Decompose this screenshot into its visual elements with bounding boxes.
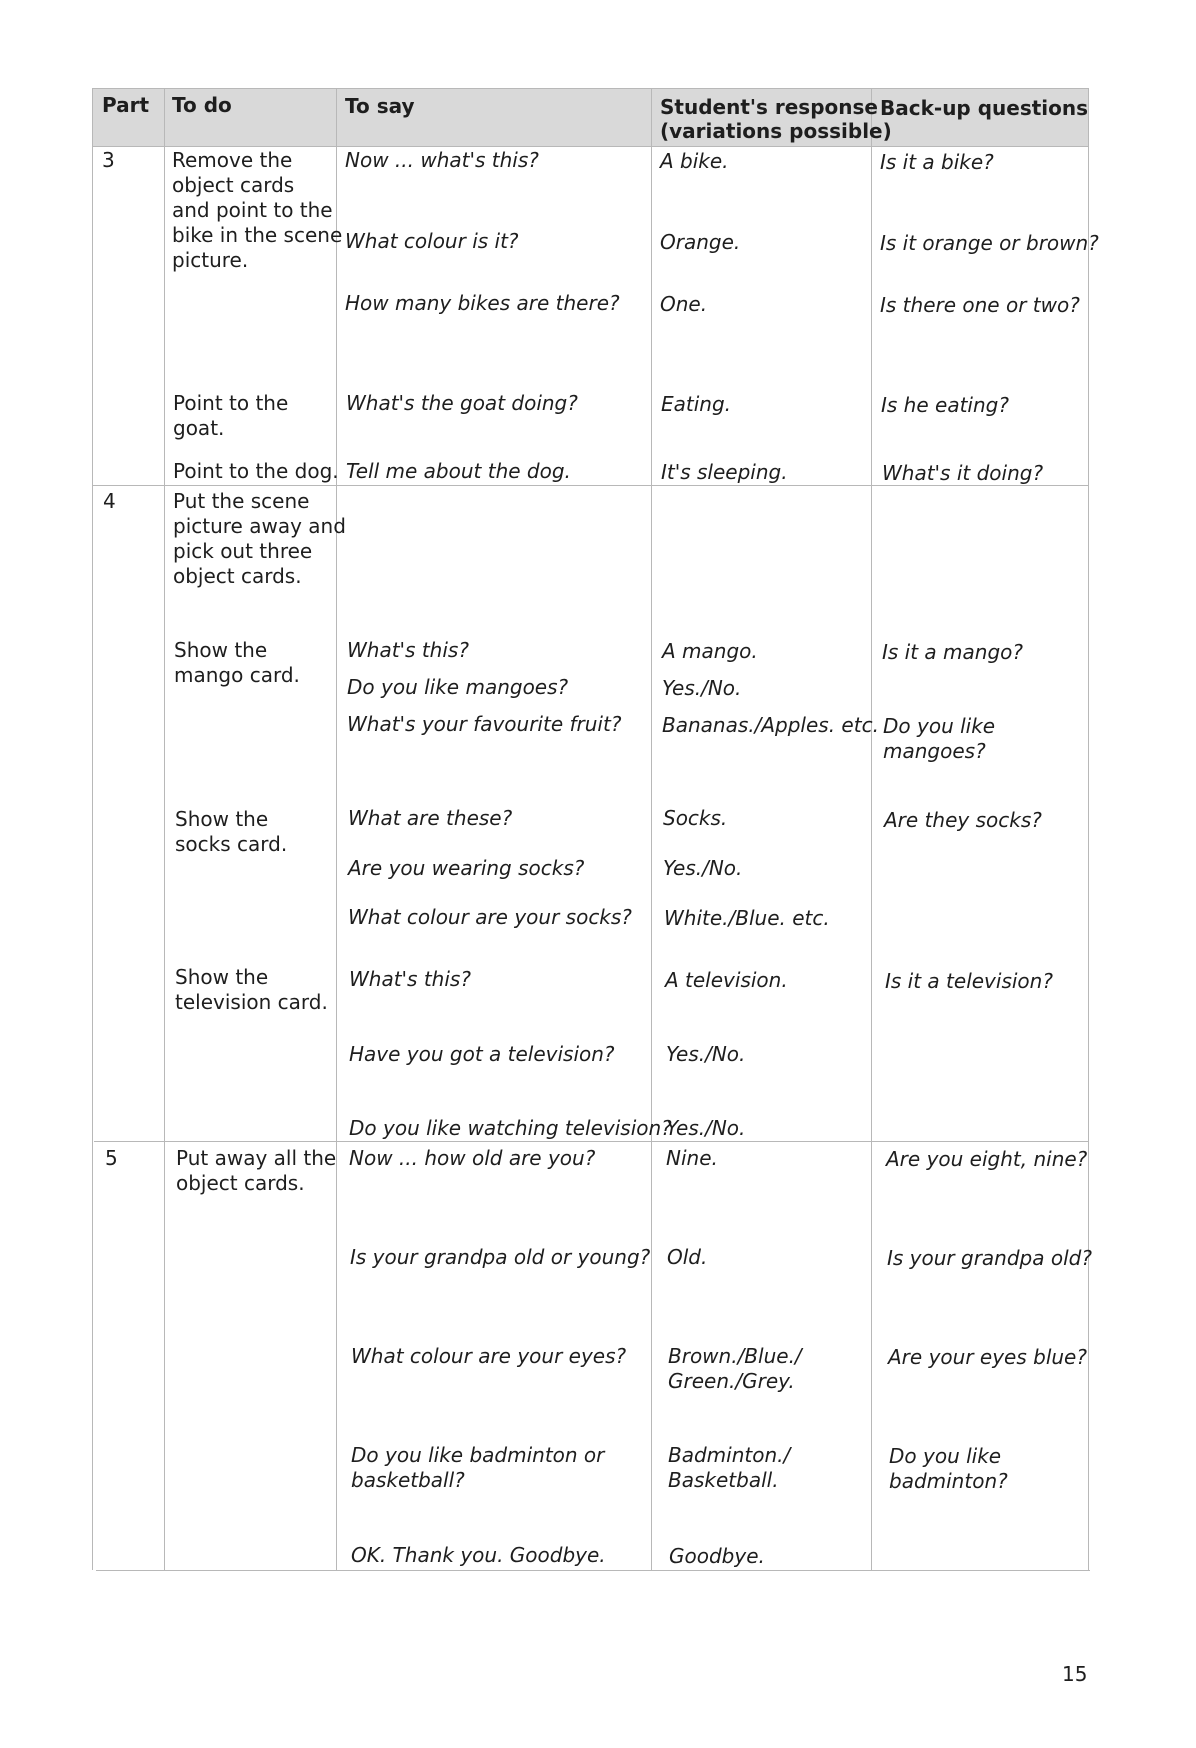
to-say-text: OK. Thank you. Goodbye. bbox=[351, 1543, 606, 1567]
response-text: Old. bbox=[667, 1245, 708, 1269]
backup-text: Do you like badminton? bbox=[889, 1444, 1008, 1493]
to-say-text: Tell me about the dog. bbox=[346, 459, 571, 483]
response-text: Brown./Blue./ Green./Grey. bbox=[668, 1344, 802, 1393]
response-text: Eating. bbox=[661, 392, 732, 416]
todo-text: Point to the dog. bbox=[173, 459, 339, 483]
col-border-response bbox=[871, 88, 872, 1570]
backup-text: Are they socks? bbox=[884, 808, 1042, 832]
col-border-left bbox=[92, 88, 93, 1570]
col-border-part bbox=[164, 88, 165, 1570]
response-text: It's sleeping. bbox=[661, 460, 788, 484]
backup-text: Are you eight, nine? bbox=[886, 1147, 1088, 1171]
backup-text: Do you like mangoes? bbox=[883, 714, 996, 763]
part-number: 3 bbox=[102, 148, 115, 172]
col-border-right bbox=[1088, 88, 1089, 1570]
todo-text: Point to the goat. bbox=[173, 391, 289, 440]
col-border-say bbox=[651, 88, 652, 1570]
to-say-text: What's this? bbox=[349, 967, 471, 991]
todo-text: Put away all the object cards. bbox=[176, 1146, 337, 1195]
to-say-text: What's the goat doing? bbox=[346, 391, 578, 415]
response-text: Bananas./Apples. etc. bbox=[662, 713, 879, 737]
to-say-text: Now ... how old are you? bbox=[349, 1146, 596, 1170]
backup-text: Is it orange or brown? bbox=[880, 231, 1099, 255]
to-say-text: Do you like mangoes? bbox=[347, 675, 569, 699]
page-number: 15 bbox=[1062, 1662, 1088, 1686]
to-say-text: How many bikes are there? bbox=[345, 291, 620, 315]
to-say-text: What's this? bbox=[347, 638, 469, 662]
to-say-text: Now ... what's this? bbox=[345, 148, 539, 172]
response-text: Yes./No. bbox=[666, 1042, 746, 1066]
table-bottom-border bbox=[96, 1570, 1090, 1571]
response-text: White./Blue. etc. bbox=[664, 906, 830, 930]
backup-text: Are your eyes blue? bbox=[888, 1345, 1087, 1369]
table-top-border bbox=[92, 88, 1088, 89]
to-say-text: What colour are your eyes? bbox=[351, 1344, 627, 1368]
part-number: 5 bbox=[105, 1146, 118, 1170]
to-say-text: Are you wearing socks? bbox=[348, 856, 585, 880]
backup-text: Is it a mango? bbox=[882, 640, 1024, 664]
header-backup: Back-up questions bbox=[880, 96, 1089, 120]
todo-text: Remove the object cards and point to the bike in the scene picture. bbox=[172, 148, 343, 272]
response-text: Yes./No. bbox=[663, 856, 743, 880]
backup-text: Is your grandpa old? bbox=[887, 1246, 1092, 1270]
part-number: 4 bbox=[103, 489, 116, 513]
header-bottom-border bbox=[92, 146, 1088, 147]
header-response: Student's response (variations possible) bbox=[660, 95, 892, 143]
todo-text: Show the television card. bbox=[175, 965, 328, 1014]
header-to-say: To say bbox=[345, 94, 415, 118]
to-say-text: What colour is it? bbox=[345, 229, 519, 253]
response-text: Yes./No. bbox=[662, 676, 742, 700]
col-border-todo bbox=[336, 88, 337, 1570]
header-to-do: To do bbox=[172, 93, 232, 117]
to-say-text: Have you got a television? bbox=[349, 1042, 615, 1066]
todo-text: Show the socks card. bbox=[175, 807, 288, 856]
response-text: Nine. bbox=[666, 1146, 718, 1170]
response-text: A bike. bbox=[660, 149, 729, 173]
to-say-text: What are these? bbox=[348, 806, 513, 830]
response-text: A television. bbox=[665, 968, 788, 992]
backup-text: Is he eating? bbox=[881, 393, 1009, 417]
to-say-text: What colour are your socks? bbox=[348, 905, 632, 929]
part4-bottom-border bbox=[94, 1141, 1088, 1142]
to-say-text: Do you like watching television? bbox=[349, 1116, 672, 1140]
response-text: Badminton./ Basketball. bbox=[668, 1443, 791, 1492]
backup-text: Is it a bike? bbox=[880, 150, 994, 174]
backup-text: Is there one or two? bbox=[880, 293, 1080, 317]
response-text: One. bbox=[660, 292, 708, 316]
response-text: Socks. bbox=[663, 806, 728, 830]
response-text: A mango. bbox=[662, 639, 758, 663]
todo-text: Put the scene picture away and pick out three object cards. bbox=[173, 489, 346, 588]
response-text: Orange. bbox=[660, 230, 741, 254]
response-text: Yes./No. bbox=[666, 1116, 746, 1140]
backup-text: What's it doing? bbox=[882, 461, 1044, 485]
to-say-text: What's your favourite fruit? bbox=[347, 712, 622, 736]
todo-text: Show the mango card. bbox=[174, 638, 300, 687]
to-say-text: Do you like badminton or basketball? bbox=[351, 1443, 605, 1492]
to-say-text: Is your grandpa old or young? bbox=[350, 1245, 651, 1269]
response-text: Goodbye. bbox=[669, 1544, 765, 1568]
backup-text: Is it a television? bbox=[885, 969, 1053, 993]
header-part: Part bbox=[102, 93, 150, 117]
